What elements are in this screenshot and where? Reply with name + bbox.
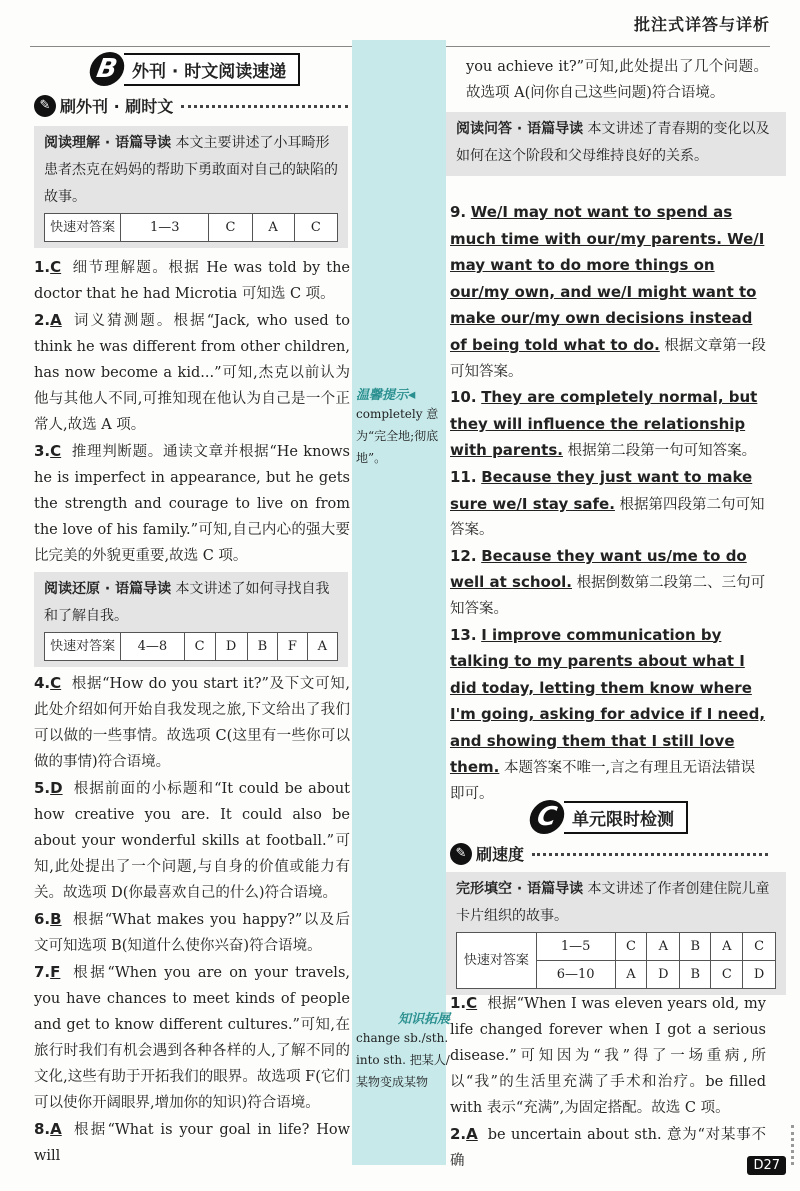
margin-strip: [352, 40, 446, 1165]
answer-cell: A: [647, 933, 680, 961]
answer-cell: B: [247, 633, 278, 661]
answer-cell: C: [184, 633, 215, 661]
sub-head-speed: [450, 842, 768, 865]
question-explanation: 根据“How do you start it?”及下文可知,此处介绍如何开始自我发现之旅,下文给出了我们可以做的一些事情。故选项 C(这里有一些你可以做的事情)符合语境。: [34, 676, 350, 770]
question-answer: A: [466, 1125, 478, 1143]
dotted-rule: [181, 105, 348, 108]
question-number: 10.: [450, 388, 477, 407]
question-explanation: 根据“When you are on your travels, you have chances to meet kinds of people and get to know different cultures.”可知,在旅行时我们有机会遇到各种各样的人,了解不同的文化,这些有助于开拓我们的眼界。故选项 F(它们可以使你开阔眼界,增加你的知识)符合语境。: [34, 965, 350, 1111]
cloze-label: 完形填空 · 语篇导读: [456, 881, 584, 897]
question-item: [34, 906, 350, 959]
question-number: 9.: [450, 203, 467, 221]
tip-body: completely 意为“完全地;彻底地”。: [356, 407, 439, 465]
q8-continuation: you achieve it?”可知,此处提出了几个问题。故选项 A(问你自己这些问题)符合语境。: [466, 59, 768, 101]
answer-cell: 1—5: [536, 933, 615, 961]
question-item: [34, 670, 350, 775]
section-c-title: 单元限时检测: [564, 801, 688, 834]
question-item: [450, 465, 766, 544]
reading1-answer-table: [44, 213, 338, 242]
pen-icon: ✎: [34, 95, 56, 117]
cloze-intro: 本文讲述了作者创建住院儿童卡片组织的故事。: [456, 881, 770, 924]
answer-cell: C: [743, 933, 776, 961]
page-number: D27: [747, 1156, 786, 1175]
reading2-intro-box: [34, 572, 348, 667]
question-answer: A: [50, 1120, 62, 1138]
question-item: [450, 1121, 766, 1174]
question-item: [450, 385, 766, 465]
question-answer: C: [50, 258, 62, 276]
cloze-answer-table: [456, 932, 776, 989]
tip-warm-reminder: [356, 384, 452, 469]
answer-cell: A: [711, 933, 743, 961]
question-number: 1.: [450, 994, 467, 1012]
answer-cell: 快速对答案: [45, 633, 121, 661]
sub-head-title: 刷外刊 · 刷时文: [60, 97, 174, 116]
question-explanation: 根据文章第一段可知答案。: [450, 337, 766, 380]
question-answer: We/I may not want to spend as much time with our/my parents. We/I may want to do more things on our/my own, and we/I might want to make our/my own decisions instead of being told what to do.: [450, 203, 765, 354]
sub-head-title: 刷速度: [476, 845, 525, 864]
question-explanation: 根据倒数第二段第二、三句可知答案。: [450, 575, 766, 617]
reading2-intro: 本文讲述了如何寻找自我和了解自我。: [44, 581, 330, 624]
reading1-label: 阅读理解 · 语篇导读: [44, 135, 172, 151]
question-answer: C: [50, 442, 62, 460]
answer-cell: C: [615, 933, 647, 961]
question-number: 13.: [450, 625, 477, 644]
question-number: 1.: [34, 258, 51, 276]
question-answer: I improve communication by talking to my parents about what I did today, letting them know where I'm going, asking for advice if I need, and showing them that I still love them.: [450, 625, 766, 777]
tip-knowledge-extension: [356, 1008, 450, 1093]
answer-cell: C: [209, 214, 252, 242]
answer-cell: D: [215, 633, 247, 661]
reading2-answer-table: [44, 632, 338, 661]
section-b-title: 外刊 · 时文阅读速递: [124, 53, 300, 86]
right-answers-block: [450, 200, 766, 808]
question-explanation: 根据“What is your goal in life? How will: [34, 1122, 350, 1164]
question-explanation: 本题答案不唯一,言之有理且无语法错误即可。: [450, 760, 756, 803]
section-c-banner: [530, 800, 688, 834]
answer-cell: A: [307, 633, 337, 661]
question-answer: F: [50, 963, 61, 981]
question-number: 2.: [450, 1125, 467, 1143]
question-item: [34, 307, 350, 438]
question-explanation: 根据“What makes you happy?”以及后文可知选项 B(知道什么使你兴奋)符合语境。: [34, 912, 350, 954]
reading3-intro: 本文讲述了青春期的变化以及如何在这个阶段和父母维持良好的关系。: [456, 121, 770, 164]
section-b-banner: [90, 52, 300, 86]
section-c-letter: C: [527, 800, 567, 834]
question-item: [34, 438, 350, 569]
left-answers-block-2: [34, 670, 350, 1169]
question-number: 7.: [34, 963, 51, 981]
sub-head-waikan: [34, 94, 348, 117]
answer-cell: 6—10: [536, 961, 615, 989]
question-number: 5.: [34, 779, 51, 797]
question-item: [450, 200, 766, 385]
answer-cell: B: [680, 961, 711, 989]
answer-cell: B: [680, 933, 711, 961]
question-item: [450, 990, 766, 1121]
question-explanation: 推理判断题。通读文章并根据“He knows he is imperfect in appearance, but he gets the strength and courage to live on from the love of his family.”可知,自己内心的强大要比完美的外貌更重要,故选 C 项。: [34, 444, 350, 564]
answer-cell: F: [278, 633, 308, 661]
question-number: 2.: [34, 311, 51, 329]
reading3-intro-box: [446, 112, 786, 176]
answer-cell: D: [647, 961, 680, 989]
question-item: [450, 623, 766, 808]
question-number: 6.: [34, 910, 51, 928]
question-number: 3.: [34, 442, 51, 460]
left-answers-block-1: [34, 254, 350, 569]
answer-cell: A: [615, 961, 647, 989]
arrow-left-icon: ◂: [408, 387, 416, 403]
cloze-intro-box: [446, 872, 786, 995]
question-explanation: 根据第二段第一句可知答案。: [567, 443, 757, 460]
answer-cell: 快速对答案: [45, 214, 121, 242]
reading2-label: 阅读还原 · 语篇导读: [44, 581, 172, 597]
question-answer: Because they just want to make sure we/I stay safe.: [450, 467, 753, 513]
answer-cell: 快速对答案: [457, 933, 537, 989]
question-answer: B: [50, 910, 62, 928]
page-header-title: 批注式详答与详析: [633, 15, 770, 34]
answer-cell: C: [711, 961, 743, 989]
question-answer: C: [466, 994, 478, 1012]
question-item: [34, 959, 350, 1116]
question-explanation: 根据“When I was eleven years old, my life changed forever when I got a serious disease.”可知因为“我”得了一场重病,所以“我”的生活里充满了手术和治疗。be filled with 表示“充满”,为固定搭配。故选 C 项。: [450, 996, 766, 1116]
question-explanation: 词义猜测题。根据“Jack, who used to think he was different from other children, has now become a kid...”可知,杰克以前认为他与其他人不同,可推知现在他认为自己是一个正常人,故选 A 项。: [34, 313, 350, 433]
question-answer: Because they want us/me to do well at school.: [450, 546, 747, 592]
reading3-label: 阅读问答 · 语篇导读: [456, 121, 584, 137]
question-number: 12.: [450, 546, 477, 565]
question-number: 8.: [34, 1120, 51, 1138]
question-number: 11.: [450, 467, 477, 486]
question-explanation: 根据第四段第二句可知答案。: [450, 496, 765, 539]
dotted-rule: [532, 853, 768, 856]
answer-cell: C: [294, 214, 337, 242]
question-item: [34, 254, 350, 307]
answer-cell: 4—8: [121, 633, 184, 661]
answer-cell: A: [252, 214, 294, 242]
question-explanation: 根据前面的小标题和“It could be about how creative you are. It could also be about your wonderful skills at football.”可知,此处提出了一个问题,与自身的价值或能力有关。故选项 D(你最喜欢自己的什么)符合语境。: [34, 781, 350, 901]
question-item: [450, 544, 766, 623]
question-number: 4.: [34, 674, 51, 692]
tip-head: 知识拓展: [397, 1012, 450, 1027]
tip-body: change sb./sth. into sth. 把某人/某物变成某物: [356, 1031, 450, 1089]
answer-cell: D: [743, 961, 776, 989]
question-item: [34, 775, 350, 906]
pen-icon: ✎: [450, 843, 472, 865]
question-explanation: be uncertain about sth. 意为“对某事不确: [450, 1127, 766, 1169]
reading1-intro-box: [34, 126, 348, 248]
question-explanation: 细节理解题。根据 He was told by the doctor that he had Microtia 可知选 C 项。: [34, 260, 350, 302]
question-answer: A: [50, 311, 62, 329]
answer-cell: 1—3: [121, 214, 209, 242]
question-item: [34, 1116, 350, 1169]
question-answer: C: [50, 674, 62, 692]
cloze-answers-block: [450, 990, 766, 1174]
question-answer: D: [50, 779, 63, 797]
tip-head: 温馨提示: [356, 388, 409, 403]
question-answer: They are completely normal, but they will influence the relationship with parents.: [450, 388, 758, 460]
section-b-letter: B: [87, 52, 127, 86]
reading1-intro: 本文主要讲述了小耳畸形患者杰克在妈妈的帮助下勇敢面对自己的缺陷的故事。: [44, 135, 338, 205]
